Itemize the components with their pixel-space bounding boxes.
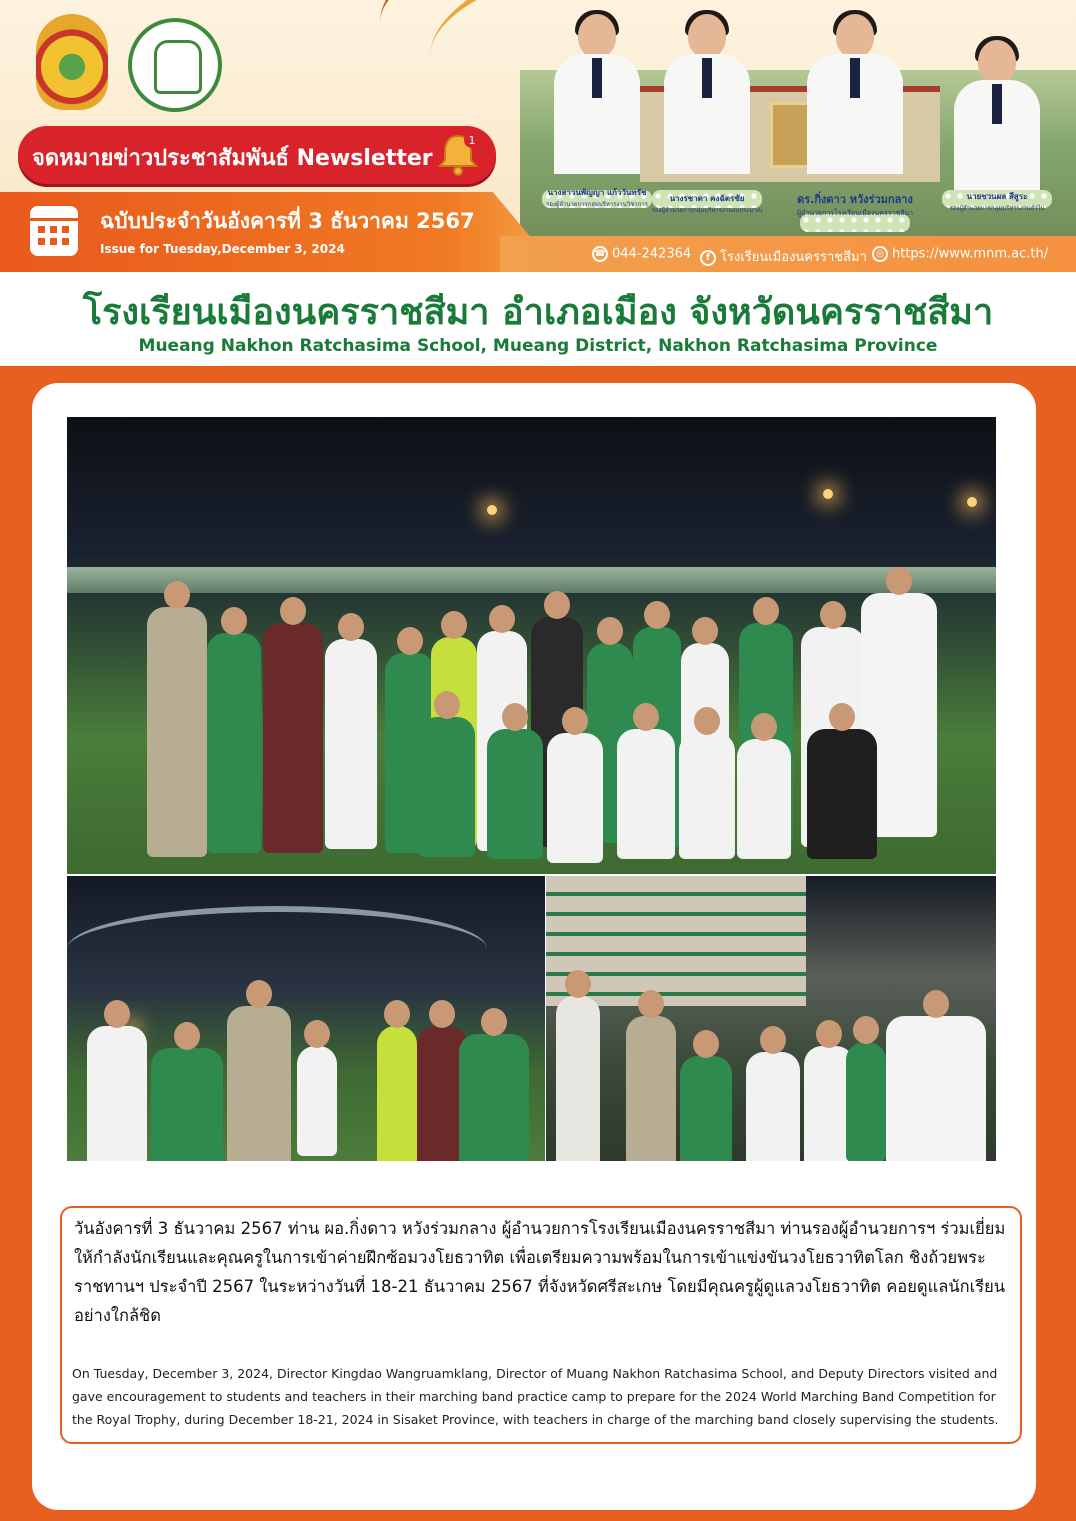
deputy-director-1: [546, 14, 648, 214]
person-name: ดร.กิ่งดาว หวังร่วมกลาง: [797, 193, 913, 206]
phone-contact: [592, 246, 691, 262]
marching-band-group-photo: [67, 417, 996, 874]
website-contact[interactable]: [872, 246, 1048, 262]
school-logo: [128, 18, 222, 112]
person-role: รองผู้อำนวยการกลุ่มบริหารงานทั่วไป: [949, 205, 1045, 212]
facebook-icon: f: [700, 250, 716, 266]
person-role: รองผู้อำนวยการกลุ่มบริหารงานงบประมาณ: [651, 207, 763, 214]
person-role: รองผู้อำนวยการกลุ่มบริหารงานวิชาการ: [546, 201, 648, 208]
website-url: https://www.mnm.ac.th/: [892, 246, 1049, 262]
article-body-thai: วันอังคารที่ 3 ธันวาคม 2567 ท่าน ผอ.กิ่งดาว หวังร่วมกลาง ผู้อำนวยการโรงเรียนเมืองนครราชสีมา ท่านรองผู้อำนวยการฯ ร่วมเยี่ยมให้กำลังนักเรียนและคุณครูในการเข้าค่ายฝึกซ้อมวงโยธวาทิต เพื่อเตรียมความพร้อมในการเข้าแข่งขันวงโยธวาทิตโลก ชิงถ้วยพระราชทานฯ ประจำปี 2567 ในระหว่างวันที่ 18-21 ธันวาคม 2567 ที่จังหวัดศรีสะเกษ โดยมีคุณครูผู้ดูแลวงโยธวาทิต คอยดูแลนักเรียนอย่างใกล้ชิด: [74, 1219, 1006, 1325]
issue-date-english: Issue for Tuesday,December 3, 2024: [100, 242, 345, 256]
ministry-logo: [36, 14, 108, 110]
newsletter-title-banner: [18, 126, 496, 184]
phone-icon: ☎: [592, 246, 608, 262]
newsletter-title: จดหมายข่าวประชาสัมพันธ์ Newsletter: [32, 146, 433, 171]
school-name-english: Mueang Nakhon Ratchasima School, Mueang District, Nakhon Ratchasima Province: [138, 336, 938, 356]
director-visit-photo-left: [67, 876, 545, 1161]
newsletter-header: [0, 0, 1076, 272]
facebook-contact[interactable]: [700, 246, 867, 267]
school-director: [796, 14, 914, 234]
person-name: นางสาวนพัญญา แก้ววันทรัช: [547, 188, 647, 197]
bell-icon: [432, 128, 484, 180]
facebook-page: โรงเรียนเมืองนครราชสีมา: [720, 250, 867, 265]
article-body-english: On Tuesday, December 3, 2024, Director Kingdao Wangruamklang, Director of Muang Nakhon Ratchasima School, and Deputy Directors visited and gave encouragement to students and teachers in their marching band practice camp to prepare for the 2024 World Marching Band Competition for the Royal Trophy, during December 18-21, 2024 in Sisaket Province, with teachers in charge of the marching band closely supervising the students.: [72, 1366, 999, 1427]
school-name-thai: โรงเรียนเมืองนครราชสีมา อำเภอเมือง จังหวัดนครราชสีมา: [82, 292, 994, 333]
phone-number: 044-242364: [612, 246, 692, 262]
director-visit-photo-right: [546, 876, 996, 1161]
person-name: นางรชาดา คงฉัตรชัย: [669, 194, 745, 203]
deputy-director-2: [651, 14, 763, 214]
globe-icon: ◎: [872, 246, 888, 262]
calendar-icon: [30, 206, 78, 256]
deputy-director-3: [949, 40, 1045, 240]
person-role: ผู้อำนวยการโรงเรียนเมืองนครราชสีมา: [796, 209, 914, 217]
issue-date-thai: ฉบับประจำวันอังคารที่ 3 ธันวาคม 2567: [100, 209, 475, 233]
person-name: นายชวนผล สีสูระ: [966, 192, 1028, 201]
notification-count: 1: [468, 134, 476, 147]
